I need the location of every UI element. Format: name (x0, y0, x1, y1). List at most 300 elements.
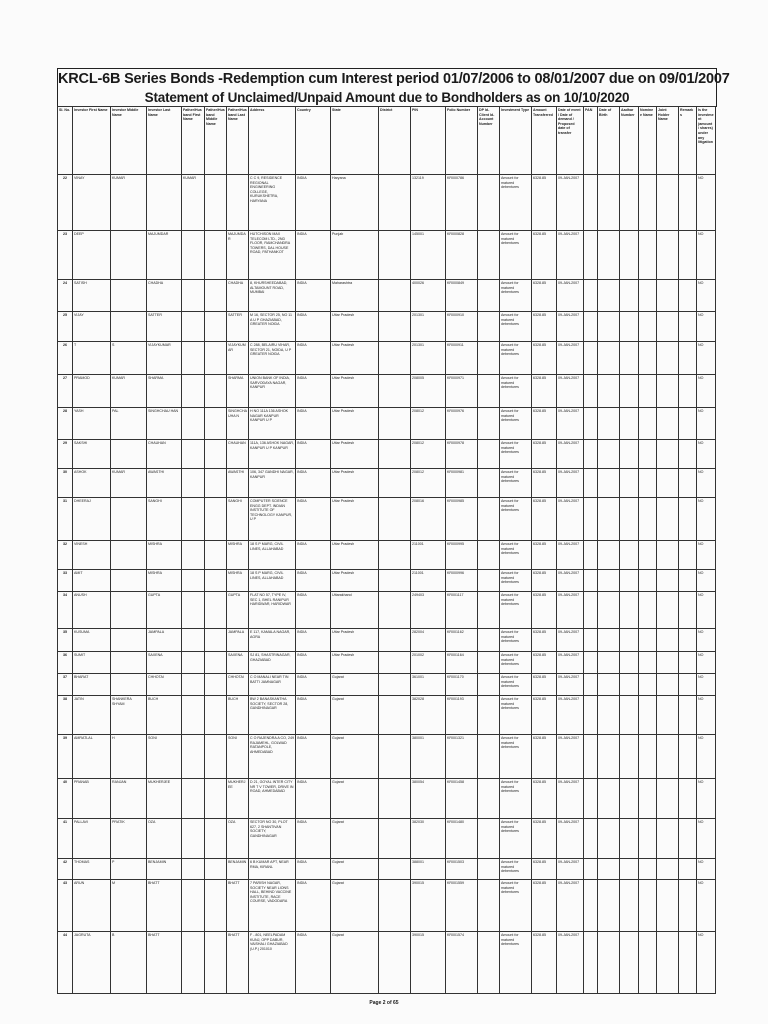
cell-ff (182, 932, 205, 994)
cell-ff (182, 570, 205, 592)
column-header: Folio Number (446, 107, 478, 175)
cell-country: INDIA (296, 779, 331, 819)
cell-middle: H (111, 735, 147, 779)
cell-empty (679, 735, 697, 779)
column-header: Father/Husband Middle Name (205, 107, 227, 175)
table-row (58, 231, 716, 280)
table-row (58, 541, 716, 570)
cell-empty (679, 932, 697, 994)
cell-type: Amount for matured debentures (500, 541, 532, 570)
cell-first: AMRATLAL (73, 735, 111, 779)
cell-first: JAGRUTA (73, 932, 111, 994)
cell-folio: KR001117 (446, 592, 478, 629)
cell-amount: 6328.85 (532, 696, 557, 735)
cell-fl: SAXENA (227, 652, 249, 674)
cell-folio: KR001574 (446, 932, 478, 994)
cell-empty (620, 652, 639, 674)
cell-empty (379, 779, 411, 819)
cell-date: 09-JAN-2007 (557, 312, 584, 342)
cell-folio: KR000786 (446, 175, 478, 231)
cell-state: Gujarat (331, 880, 379, 932)
cell-last: SAXENA (147, 652, 182, 674)
table-row (58, 652, 716, 674)
cell-fl: MAJUMDAR (227, 231, 249, 280)
cell-ff (182, 592, 205, 629)
cell-amount: 6328.85 (532, 880, 557, 932)
column-header: Is the investment (amount / shares) under any litigation (697, 107, 716, 175)
cell-pin: 211001 (411, 570, 446, 592)
cell-empty (598, 932, 620, 994)
cell-fm (205, 859, 227, 880)
cell-empty (598, 440, 620, 469)
cell-state: Uttar Pradesh (331, 408, 379, 440)
cell-lit: NO (697, 312, 716, 342)
cell-empty (379, 408, 411, 440)
cell-empty (584, 592, 598, 629)
cell-empty (620, 859, 639, 880)
cell-last: BHATT (147, 880, 182, 932)
cell-address: SJ 81, SHASTRINAGAR, GHAZIABAD (249, 652, 296, 674)
cell-empty (679, 779, 697, 819)
cell-middle (111, 652, 147, 674)
cell-fl: OZA (227, 819, 249, 859)
cell-empty (598, 175, 620, 231)
table-row (58, 280, 716, 312)
cell-ff (182, 652, 205, 674)
cell-type: Amount for matured debentures (500, 779, 532, 819)
column-header: DP Id-Client Id-Account Number (478, 107, 500, 175)
cell-middle: SHANKERA SHYAM (111, 696, 147, 735)
cell-fm (205, 541, 227, 570)
cell-empty (639, 779, 657, 819)
cell-empty (679, 629, 697, 652)
cell-empty (478, 819, 500, 859)
cell-empty (379, 880, 411, 932)
cell-amount: 6328.85 (532, 652, 557, 674)
cell-amount: 6328.85 (532, 819, 557, 859)
cell-empty (478, 175, 500, 231)
cell-state: Punjab (331, 231, 379, 280)
cell-first: BHARAT (73, 674, 111, 696)
cell-country: INDIA (296, 880, 331, 932)
cell-fm (205, 408, 227, 440)
cell-fm (205, 819, 227, 859)
cell-ff (182, 408, 205, 440)
cell-empty (620, 819, 639, 859)
cell-folio: KR001458 (446, 779, 478, 819)
column-header: Investor First Name (73, 107, 111, 175)
cell-state: Gujarat (331, 696, 379, 735)
cell-last: SATTER (147, 312, 182, 342)
cell-type: Amount for matured debentures (500, 440, 532, 469)
cell-middle: KUMAR (111, 469, 147, 498)
cell-address: BW 2 BANASKANTHA SOCIETY, SECTOR 28, GANDHINAGAR (249, 696, 296, 735)
cell-empty (620, 674, 639, 696)
column-header: Joint Holder Name (657, 107, 679, 175)
cell-sl: 42 (58, 859, 73, 880)
cell-empty (478, 735, 500, 779)
cell-date: 09-JAN-2007 (557, 880, 584, 932)
cell-address: C C 9, RESIDENCE REGIONAL ENGINEERING COLLEGE, KURUKSHETRA, HARYANA (249, 175, 296, 231)
cell-fl: MUKHERJEE (227, 779, 249, 819)
cell-empty (379, 469, 411, 498)
cell-fm (205, 175, 227, 231)
cell-fm (205, 652, 227, 674)
cell-sl: 24 (58, 280, 73, 312)
cell-fm (205, 280, 227, 312)
cell-lit: NO (697, 652, 716, 674)
cell-fm (205, 735, 227, 779)
cell-empty (620, 312, 639, 342)
cell-last: MISHRA (147, 541, 182, 570)
cell-first: YASH (73, 408, 111, 440)
cell-country: INDIA (296, 312, 331, 342)
cell-last: BHATT (147, 932, 182, 994)
cell-pin: 382030 (411, 819, 446, 859)
cell-last: SANGHI (147, 498, 182, 541)
cell-empty (478, 880, 500, 932)
cell-empty (379, 541, 411, 570)
cell-type: Amount for matured debentures (500, 312, 532, 342)
cell-date: 09-JAN-2007 (557, 498, 584, 541)
table-row (58, 469, 716, 498)
cell-ff (182, 735, 205, 779)
cell-address: C O RAJENDRA A CO, 249 RAJAMEHL, GOLWAD RATANPOLE, AHMEDABAD (249, 735, 296, 779)
cell-empty (657, 312, 679, 342)
cell-address: FLAT NO 57, TYPE IV, SEC 1, BHEL RANIPUR HARIDWAR, HARIDWAR (249, 592, 296, 629)
cell-state: Gujarat (331, 779, 379, 819)
cell-empty (598, 674, 620, 696)
cell-state: Gujarat (331, 735, 379, 779)
cell-fl: JAMPALA (227, 629, 249, 652)
cell-empty (584, 498, 598, 541)
cell-empty (379, 932, 411, 994)
cell-empty (584, 175, 598, 231)
cell-country: INDIA (296, 652, 331, 674)
cell-fl: CHHOTAI (227, 674, 249, 696)
cell-last: JAMPALA (147, 629, 182, 652)
cell-empty (598, 375, 620, 408)
cell-empty (657, 819, 679, 859)
cell-state: Uttar Pradesh (331, 498, 379, 541)
cell-type: Amount for matured debentures (500, 592, 532, 629)
cell-date: 09-JAN-2007 (557, 375, 584, 408)
cell-empty (679, 440, 697, 469)
cell-date: 09-JAN-2007 (557, 819, 584, 859)
cell-empty (584, 312, 598, 342)
cell-folio: KR000971 (446, 375, 478, 408)
cell-empty (639, 570, 657, 592)
cell-middle: S (111, 342, 147, 375)
cell-empty (639, 932, 657, 994)
cell-pin: 282004 (411, 629, 446, 652)
cell-ff (182, 231, 205, 280)
cell-state: Uttar Pradesh (331, 375, 379, 408)
cell-middle: KUMAR (111, 175, 147, 231)
cell-fm (205, 312, 227, 342)
cell-address: HUTCHISON MAX TELECOM LTD., 2ND FLOOR, RAMCHANDRA TOWERS, DAL HOUSE ROAD, PATHANKOT (249, 231, 296, 280)
cell-fm (205, 880, 227, 932)
cell-date: 09-JAN-2007 (557, 629, 584, 652)
cell-empty (598, 231, 620, 280)
cell-empty (598, 469, 620, 498)
cell-ff (182, 674, 205, 696)
cell-first: THOMAS (73, 859, 111, 880)
cell-lit: NO (697, 859, 716, 880)
cell-empty (379, 735, 411, 779)
cell-fl: SHARMA (227, 375, 249, 408)
cell-empty (379, 498, 411, 541)
cell-empty (657, 674, 679, 696)
cell-empty (620, 570, 639, 592)
cell-country: INDIA (296, 175, 331, 231)
cell-empty (679, 859, 697, 880)
cell-address: D 21, GOYAL INTER CITY NR T V TOWER, DRIVE IN ROAD, AHMEDABAD (249, 779, 296, 819)
cell-type: Amount for matured debentures (500, 629, 532, 652)
page-subtitle: Statement of Unclaimed/Unpaid Amount due to Bondholders as on 10/10/2020 (144, 90, 630, 105)
cell-empty (620, 498, 639, 541)
cell-lit: NO (697, 342, 716, 375)
cell-empty (639, 629, 657, 652)
table-row (58, 375, 716, 408)
cell-empty (379, 696, 411, 735)
cell-empty (478, 541, 500, 570)
cell-empty (598, 652, 620, 674)
cell-first: SUMIT (73, 652, 111, 674)
cell-folio: KR000995 (446, 541, 478, 570)
cell-empty (379, 342, 411, 375)
cell-empty (584, 469, 598, 498)
cell-type: Amount for matured debentures (500, 880, 532, 932)
cell-pin: 388001 (411, 859, 446, 880)
cell-fm (205, 592, 227, 629)
cell-pin: 208012 (411, 469, 446, 498)
cell-sl: 35 (58, 629, 73, 652)
cell-lit: NO (697, 375, 716, 408)
cell-date: 09-JAN-2007 (557, 859, 584, 880)
cell-empty (379, 231, 411, 280)
cell-address: COMPUTER SCIENCE ENGG DEPT. INDIAN INSTITUTE OF TECHNOLOGY KANPUR, U P (249, 498, 296, 541)
column-header: PAN (584, 107, 598, 175)
cell-empty (598, 880, 620, 932)
cell-address: UNION BANK OF INDIA, SARVODAYA NAGAR, KANPUR (249, 375, 296, 408)
cell-empty (657, 696, 679, 735)
cell-empty (584, 408, 598, 440)
cell-first: ANUSH (73, 592, 111, 629)
cell-fl: SINGHCHAUHA N (227, 408, 249, 440)
cell-fl: BHATT (227, 880, 249, 932)
column-header: Address (249, 107, 296, 175)
cell-ff (182, 342, 205, 375)
cell-empty (598, 859, 620, 880)
cell-fm (205, 375, 227, 408)
cell-ff (182, 469, 205, 498)
cell-last: VIJAYKUMAR (147, 342, 182, 375)
column-header: Father/Husband Last Name (227, 107, 249, 175)
cell-sl: 31 (58, 498, 73, 541)
cell-country: INDIA (296, 231, 331, 280)
cell-empty (620, 629, 639, 652)
cell-empty (478, 652, 500, 674)
cell-empty (598, 629, 620, 652)
cell-type: Amount for matured debentures (500, 375, 532, 408)
cell-last: CHADHA (147, 280, 182, 312)
cell-empty (620, 696, 639, 735)
cell-country: INDIA (296, 932, 331, 994)
cell-sl: 28 (58, 408, 73, 440)
cell-empty (657, 175, 679, 231)
cell-middle: PRATIK (111, 819, 147, 859)
column-header: Investor Middle Name (111, 107, 147, 175)
cell-middle (111, 498, 147, 541)
cell-pin: 361001 (411, 674, 446, 696)
cell-empty (379, 440, 411, 469)
cell-empty (679, 408, 697, 440)
cell-empty (379, 674, 411, 696)
table-row (58, 779, 716, 819)
cell-sl: 37 (58, 674, 73, 696)
cell-date: 09-JAN-2007 (557, 342, 584, 375)
cell-first: PRAMOD (73, 375, 111, 408)
cell-country: INDIA (296, 696, 331, 735)
cell-pin: 145001 (411, 231, 446, 280)
cell-empty (598, 696, 620, 735)
column-header: District (379, 107, 411, 175)
cell-fl: SONI (227, 735, 249, 779)
cell-empty (584, 375, 598, 408)
cell-country: INDIA (296, 280, 331, 312)
cell-amount: 6328.85 (532, 541, 557, 570)
table-body (58, 175, 716, 994)
cell-pin: 208012 (411, 440, 446, 469)
cell-first: PRANAB (73, 779, 111, 819)
cell-folio: KR000978 (446, 440, 478, 469)
cell-country: INDIA (296, 570, 331, 592)
cell-empty (657, 779, 679, 819)
cell-folio: KR000996 (446, 570, 478, 592)
cell-sl: 27 (58, 375, 73, 408)
title-box (57, 68, 730, 107)
cell-fl: CHAUHAN (227, 440, 249, 469)
table-row (58, 819, 716, 859)
cell-empty (379, 280, 411, 312)
cell-first: DEEP (73, 231, 111, 280)
cell-empty (598, 570, 620, 592)
cell-date: 09-JAN-2007 (557, 175, 584, 231)
cell-amount: 6328.85 (532, 280, 557, 312)
cell-empty (679, 312, 697, 342)
table-row (58, 696, 716, 735)
cell-date: 09-JAN-2007 (557, 696, 584, 735)
cell-empty (620, 231, 639, 280)
table-row (58, 175, 716, 231)
cell-empty (657, 859, 679, 880)
cell-middle (111, 592, 147, 629)
cell-empty (379, 175, 411, 231)
cell-amount: 6328.85 (532, 735, 557, 779)
cell-empty (639, 652, 657, 674)
cell-empty (657, 342, 679, 375)
cell-empty (478, 469, 500, 498)
cell-amount: 6328.85 (532, 859, 557, 880)
cell-first: T (73, 342, 111, 375)
cell-empty (584, 629, 598, 652)
cell-empty (584, 696, 598, 735)
cell-empty (584, 440, 598, 469)
cell-lit: NO (697, 932, 716, 994)
cell-last: SONI (147, 735, 182, 779)
cell-address: M 16, SECTOR 25, NO 11 A U P GHAZIABAD, GREATER NOIDA (249, 312, 296, 342)
cell-type: Amount for matured debentures (500, 469, 532, 498)
cell-address: E 117, KAMALA NAGAR, AGRA (249, 629, 296, 652)
cell-empty (584, 735, 598, 779)
cell-pin: 382028 (411, 696, 446, 735)
cell-amount: 6328.85 (532, 312, 557, 342)
cell-first: VINAY (73, 175, 111, 231)
cell-sl: 30 (58, 469, 73, 498)
cell-lit: NO (697, 674, 716, 696)
cell-date: 09-JAN-2007 (557, 652, 584, 674)
cell-empty (657, 541, 679, 570)
cell-first: DHEERAJ (73, 498, 111, 541)
cell-folio: KR001162 (446, 629, 478, 652)
cell-fm (205, 932, 227, 994)
cell-empty (478, 779, 500, 819)
cell-empty (657, 231, 679, 280)
cell-date: 09-JAN-2007 (557, 280, 584, 312)
cell-amount: 6328.85 (532, 440, 557, 469)
cell-empty (679, 231, 697, 280)
cell-country: INDIA (296, 674, 331, 696)
table-row (58, 570, 716, 592)
table-row (58, 859, 716, 880)
cell-empty (620, 440, 639, 469)
cell-middle: B (111, 932, 147, 994)
cell-lit: NO (697, 735, 716, 779)
cell-empty (379, 859, 411, 880)
cell-last: CHHOTAI (147, 674, 182, 696)
column-header: Amount Transferred (532, 107, 557, 175)
cell-type: Amount for matured debentures (500, 735, 532, 779)
cell-empty (598, 779, 620, 819)
cell-amount: 6328.85 (532, 175, 557, 231)
cell-fm (205, 231, 227, 280)
cell-empty (639, 280, 657, 312)
cell-address: C 288, BELAIRU VIHAR, SECTOR 21, NOIDA, U P GREATER NOIDA (249, 342, 296, 375)
cell-empty (657, 440, 679, 469)
cell-empty (639, 408, 657, 440)
cell-lit: NO (697, 231, 716, 280)
cell-empty (478, 498, 500, 541)
column-header: Investment Type (500, 107, 532, 175)
cell-empty (478, 231, 500, 280)
cell-fl: MISHRA (227, 570, 249, 592)
cell-country: INDIA (296, 469, 331, 498)
cell-empty (679, 652, 697, 674)
page-title: KRCL-6B Series Bonds -Redemption cum Interest period 01/07/2006 to 08/01/2007 due on 09/01/2007 (58, 71, 730, 87)
cell-state: Gujarat (331, 859, 379, 880)
cell-sl: 41 (58, 819, 73, 859)
cell-pin: 132119 (411, 175, 446, 231)
table-row (58, 342, 716, 375)
cell-fm (205, 629, 227, 652)
cell-empty (657, 735, 679, 779)
cell-fm (205, 498, 227, 541)
cell-fl: VIJAYKUMAR (227, 342, 249, 375)
table-row (58, 440, 716, 469)
column-header: Nominee Name (639, 107, 657, 175)
cell-empty (478, 932, 500, 994)
